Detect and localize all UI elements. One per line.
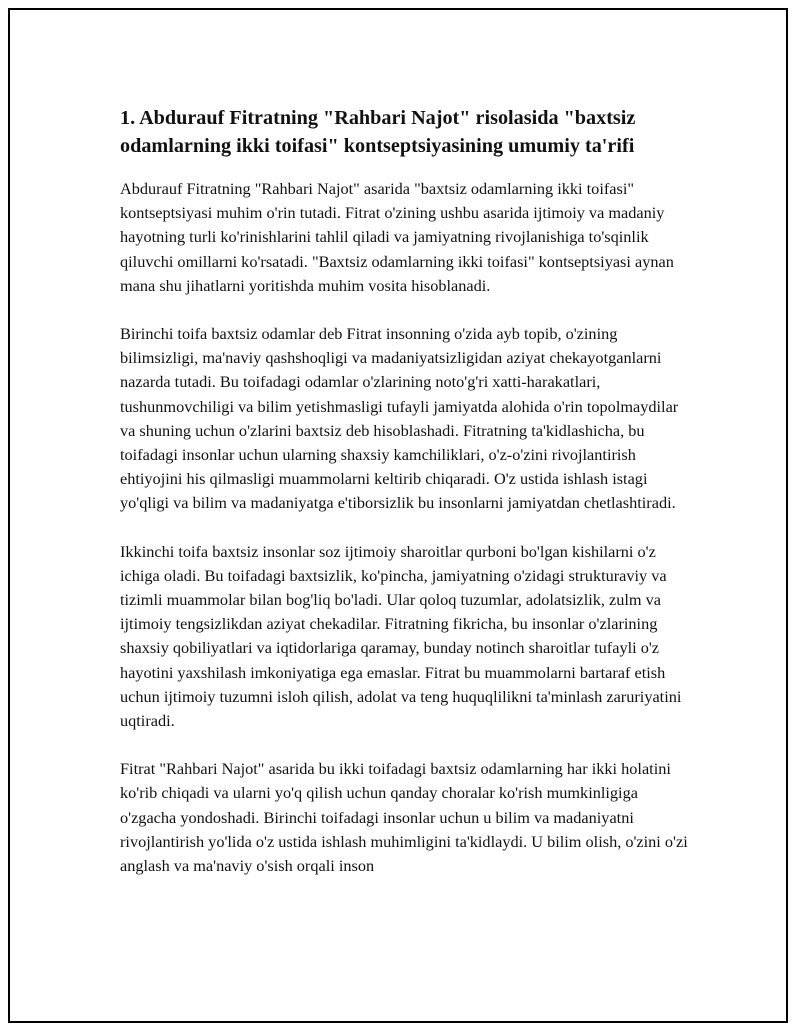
paragraph-3: Ikkinchi toifa baxtsiz insonlar soz ijtimoiy sharoitlar qurboni bo'lgan kishilarni o'z ichiga oladi. Bu toifadagi baxtsizlik, ko'pincha, jamiyatning o'zidagi strukturaviy va tizimli muammolar bilan bog'liq bo'ladi. Ular qoloq tuzumlar, adolatsizlik, zulm va ijtimoiy tengsizlikdan aziyat chekadilar. Fitratning fikricha, bu insonlar o'zlarining shaxsiy qobiliyatlari va iqtidorlariga qaramay, bunday notinch sharoitlar tufayli o'z hayotini yaxshilash imkoniyatiga ega emaslar. Fitrat bu muammolarni bartaraf etish uchun ijtimoiy tuzumni isloh qilish, adolat va teng huquqlilikni ta'minlash zaruriyatini uqtiradi. — [120, 541, 682, 731]
paragraph-2: Birinchi toifa baxtsiz odamlar deb Fitrat insonning o'zida ayb topib, o'zining bilimsizligi, ma'naviy qashshoqligi va madaniyatsizligidan aziyat chekayotganlarni nazarda tutadi. Bu toifadagi odamlar o'zlarining noto'g'ri xatti-harakatlari, tushunmovchiligi va bilim yetishmasligi tufayli jamiyatda alohida o'rin topolmaydilar va shuning uchun o'zlarini baxtsiz deb hisoblashadi. Fitratning ta'kidlashicha, bu toifadagi insonlar uchun ularning shaxsiy kamchiliklari, o'z-o'zini rivojlantirish ehtiyojini his qilmasligi muammolarni keltirib chiqaradi. O'z ustida ishlash istagi yo'qligi va bilim va madaniyatga e'tiborsizlik bu insonlarni jamiyatdan chetlashtiradi. — [120, 324, 679, 513]
paragraph-1: Abdurauf Fitratning "Rahbari Najot" asarida "baxtsiz odamlarning ikki toifasi" kontseptsiyasi muhim o'rin tutadi. Fitrat o'zining ushbu asarida ijtimoiy va madaniy hayotning turli ko'rinishlarini tahlil qiladi va jamiyatning rivojlanishiga to'sqinlik qiluvchi omillarni ko'rsatadi. "Baxtsiz odamlarning ikki toifasi" kontseptsiyasi aynan mana shu jihatlarni yoritishda muhim vosita hisoblanadi. — [120, 179, 674, 295]
paragraph-4: Fitrat "Rahbari Najot" asarida bu ikki toifadagi baxtsiz odamlarning har ikki holatini ko'rib chiqadi va ularni yo'q qilish uchun qanday choralar ko'rish mumkinligiga o'zgacha yondoshadi. Birinchi toifadagi insonlar uchun u bilim va madaniyatni rivojlantirish yo'lida o'z ustida ishlash muhimligini ta'kidlaydi. U bilim olish, o'zini o'zi anglash va ma'naviy o'sish orqali inson — [120, 759, 688, 876]
section-heading: 1. Abdurauf Fitratning "Rahbari Najot" risolasida "baxtsiz odamlarning ikki toifasi" kontseptsiyasining umumiy ta'rifi — [120, 107, 636, 157]
page-frame — [8, 8, 788, 1023]
document-body — [120, 104, 692, 902]
